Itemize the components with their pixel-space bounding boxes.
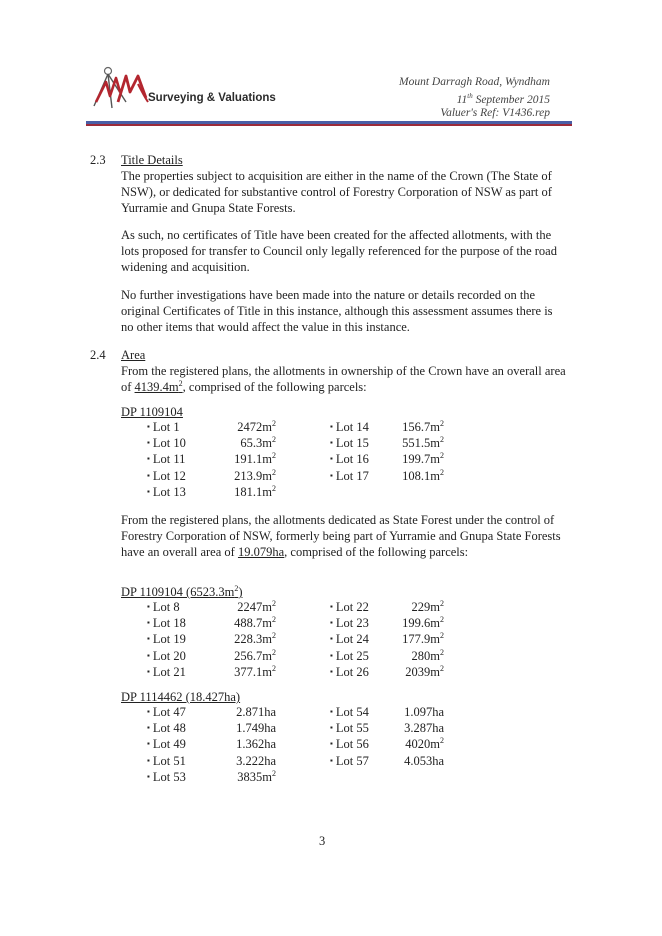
bullet-icon: ▪ (147, 634, 150, 644)
lot-area: $199.6m^2$ (402, 615, 444, 631)
lot-area: $377.1m^2$ (234, 663, 276, 679)
lot-label: ▪ Lot 21 (147, 664, 186, 679)
lot-area: $4020m^2$ (405, 736, 444, 752)
lot-label: ▪ Lot 49 (147, 737, 186, 752)
bullet-icon: ▪ (147, 422, 150, 431)
lot-area: $256.7m^2$ (234, 647, 276, 663)
bullet-icon: ▪ (147, 755, 150, 765)
lot-area: $199.7m^2$ (402, 451, 444, 467)
paragraph: From the registered plans, the allotments in ownership of the Crown have an overall area of $4139.4m^2$, comprised of the following parcels: (121, 364, 566, 394)
lot-area: 1.097ha (404, 705, 444, 719)
lot-area: $3835m^2$ (237, 768, 276, 784)
lot-area: $488.7m^2$ (234, 615, 276, 631)
bullet-icon: ▪ (147, 707, 150, 716)
bullet-icon: ▪ (147, 486, 150, 496)
lot-area: 4.053ha (404, 753, 444, 768)
lot-label: ▪ Lot 10 (147, 436, 186, 451)
page-number: 3 (319, 834, 326, 848)
lot-area: $213.9m^2$ (234, 467, 276, 483)
lot-label: ▪ Lot 56 (330, 737, 369, 752)
dp-title: DP 1114462 (18.427ha) (121, 690, 241, 704)
lot-area: $177.9m^2$ (402, 631, 444, 647)
lot-label: ▪ Lot 19 (147, 632, 186, 647)
bullet-icon: ▪ (330, 602, 333, 611)
document-header-info (399, 76, 550, 120)
lot-label: ▪ Lot 8 (147, 600, 180, 614)
lot-label: ▪ Lot 18 (147, 616, 186, 631)
paragraph: No further investigations have been made into the nature or details recorded on the original Certificates of Title in this instance, although this assessment assumes there is no other items that would affect the value in this instance. (121, 288, 553, 334)
lot-label: ▪ Lot 24 (330, 632, 369, 647)
lot-area: 2.871ha (236, 705, 276, 719)
bullet-icon: ▪ (147, 650, 150, 660)
section-heading: Title Details (121, 153, 183, 167)
bullet-icon: ▪ (147, 723, 150, 733)
dp-title: DP 1109104 (121, 405, 183, 419)
lot-area: $65.3m^2$ (240, 435, 276, 451)
section-number: 2.4 (90, 348, 106, 362)
report-date: 11th September 2015 (456, 91, 550, 106)
lot-area: $551.5m^2$ (402, 435, 444, 451)
lot-label: ▪ Lot 25 (330, 648, 369, 663)
lot-area: 1.362ha (236, 737, 276, 752)
bullet-icon: ▪ (330, 739, 333, 749)
bullet-icon: ▪ (147, 771, 150, 781)
property-address: Mount Darragh Road, Wyndham (399, 76, 550, 88)
lot-area: $2039m^2$ (405, 663, 444, 679)
lot-label: ▪ Lot 20 (147, 648, 186, 663)
lot-label: ▪ Lot 12 (147, 468, 186, 483)
bullet-icon: ▪ (147, 438, 150, 448)
bullet-icon: ▪ (147, 470, 150, 480)
lot-area: $2472m^2$ (237, 418, 276, 434)
paragraph: As such, no certificates of Title have been created for the affected allotments, with the lots proposed for transfer to Council only legally referenced for the purpose of the road widening and acquisition. (121, 228, 557, 274)
lot-label: ▪ Lot 55 (330, 721, 369, 736)
section-heading: Area (121, 348, 146, 362)
lot-label: ▪ Lot 53 (147, 769, 186, 784)
bullet-icon: ▪ (147, 454, 150, 464)
bullet-icon: ▪ (147, 618, 150, 628)
lot-area: 1.749ha (236, 721, 276, 736)
lot-label: ▪ Lot 47 (147, 705, 186, 719)
lot-label: ▪ Lot 26 (330, 664, 369, 679)
lot-label: ▪ Lot 57 (330, 753, 369, 768)
lot-area: $181.1m^2$ (234, 483, 276, 499)
company-logo (86, 62, 276, 114)
lot-label: ▪ Lot 17 (330, 468, 369, 483)
bullet-icon: ▪ (147, 739, 150, 749)
lot-label: ▪ Lot 13 (147, 484, 186, 499)
lot-label: ▪ Lot 14 (330, 420, 369, 434)
section-number: 2.3 (90, 153, 106, 167)
bullet-icon: ▪ (330, 707, 333, 716)
lot-area: $108.1m^2$ (402, 467, 444, 483)
lot-area: $191.1m^2$ (234, 451, 276, 467)
lot-label: ▪ Lot 51 (147, 753, 186, 768)
lot-area: $280m^2$ (411, 647, 444, 663)
lot-label: ▪ Lot 1 (147, 420, 180, 434)
bullet-icon: ▪ (147, 666, 150, 676)
bullet-icon: ▪ (330, 438, 333, 448)
bullet-icon: ▪ (147, 602, 150, 611)
bullet-icon: ▪ (330, 618, 333, 628)
lot-label: ▪ Lot 22 (330, 600, 369, 614)
lot-area: $156.7m^2$ (402, 418, 444, 434)
bullet-icon: ▪ (330, 723, 333, 733)
bullet-icon: ▪ (330, 650, 333, 660)
surveying-tripod-logo-icon (86, 62, 276, 114)
bullet-icon: ▪ (330, 454, 333, 464)
bullet-icon: ▪ (330, 422, 333, 431)
lot-label: ▪ Lot 15 (330, 436, 369, 451)
logo-text: Surveying & Valuations (148, 92, 276, 104)
header-rule-red (86, 124, 572, 126)
lot-area: 3.222ha (236, 753, 276, 768)
lot-label: ▪ Lot 11 (147, 452, 186, 467)
lot-label: ▪ Lot 54 (330, 705, 369, 719)
paragraph: From the registered plans, the allotments dedicated as State Forest under the control of Forestry Corporation of NSW, formerly being part of Yurramie and Gnupa State Forests have an overall area of 19.079ha, comprised of the following parcels: (121, 513, 561, 559)
lot-area: $228.3m^2$ (234, 631, 276, 647)
bullet-icon: ▪ (330, 634, 333, 644)
paragraph: The properties subject to acquisition are either in the name of the Crown (The State of NSW), or dedicated for substantive control of Forestry Corporation of NSW as part of Yurramie and Gnupa State Forests. (121, 169, 552, 215)
bullet-icon: ▪ (330, 470, 333, 480)
lot-area: $229m^2$ (411, 598, 444, 614)
dp-title: DP 1109104 $(6523.3m^2)$ (121, 583, 243, 599)
bullet-icon: ▪ (330, 755, 333, 765)
lot-label: ▪ Lot 48 (147, 721, 186, 736)
lot-area: $2247m^2$ (237, 598, 276, 614)
lot-area: 3.287ha (404, 721, 444, 736)
lot-label: ▪ Lot 23 (330, 616, 369, 631)
lot-label: ▪ Lot 16 (330, 452, 369, 467)
valuer-reference: Valuer's Ref: V1436.rep (440, 106, 550, 119)
bullet-icon: ▪ (330, 666, 333, 676)
